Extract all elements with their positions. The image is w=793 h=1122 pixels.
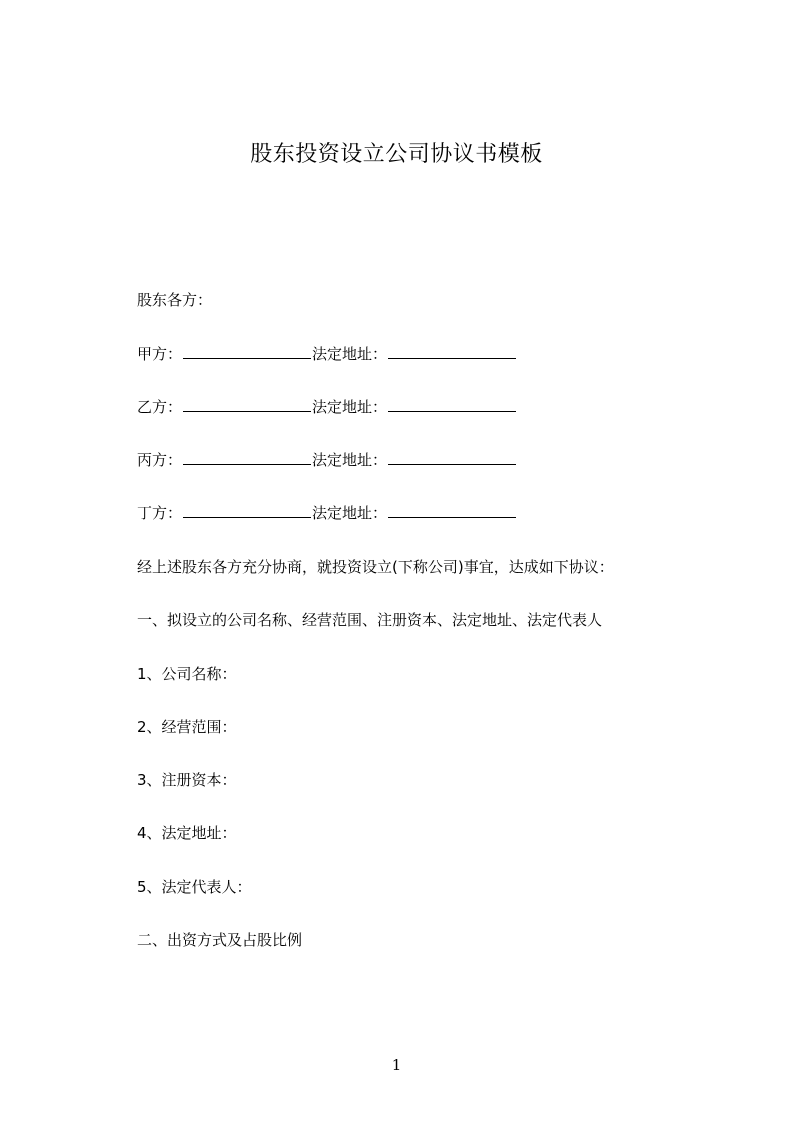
party-label: 丙方： bbox=[137, 451, 183, 469]
section-2-heading: 二、出资方式及占股比例 bbox=[137, 931, 303, 949]
item-legal-address: 4、法定地址： bbox=[137, 824, 237, 842]
party-label: 甲方： bbox=[137, 345, 183, 363]
intro-paragraph: 经上述股东各方充分协商，就投资设立(下称公司)事宜，达成如下协议： bbox=[137, 558, 614, 576]
party-row-jia bbox=[137, 344, 517, 364]
party-name-blank bbox=[183, 397, 311, 412]
document-title: 股东投资设立公司协议书模板 bbox=[250, 142, 543, 167]
party-label: 丁方： bbox=[137, 504, 183, 522]
item-company-name: 1、公司名称： bbox=[137, 665, 237, 683]
parties-heading: 股东各方： bbox=[137, 291, 213, 309]
party-name-blank bbox=[183, 450, 311, 465]
party-name-blank bbox=[183, 503, 311, 518]
item-business-scope: 2、经营范围： bbox=[137, 718, 237, 736]
address-blank bbox=[388, 397, 516, 412]
party-row-ding bbox=[137, 503, 517, 523]
party-row-yi bbox=[137, 397, 517, 417]
party-label: 乙方： bbox=[137, 398, 183, 416]
address-label: 法定地址： bbox=[312, 451, 388, 469]
party-row-bing bbox=[137, 450, 517, 470]
address-blank bbox=[388, 344, 516, 359]
address-label: 法定地址： bbox=[312, 504, 388, 522]
item-registered-capital: 3、注册资本： bbox=[137, 771, 237, 789]
address-blank bbox=[388, 450, 516, 465]
address-blank bbox=[388, 503, 516, 518]
section-1-heading: 一、拟设立的公司名称、经营范围、注册资本、法定地址、法定代表人 bbox=[137, 611, 603, 629]
address-label: 法定地址： bbox=[312, 398, 388, 416]
item-legal-representative: 5、法定代表人： bbox=[137, 878, 252, 896]
page-number: 1 bbox=[391, 1056, 402, 1074]
address-label: 法定地址： bbox=[312, 345, 388, 363]
party-name-blank bbox=[183, 344, 311, 359]
